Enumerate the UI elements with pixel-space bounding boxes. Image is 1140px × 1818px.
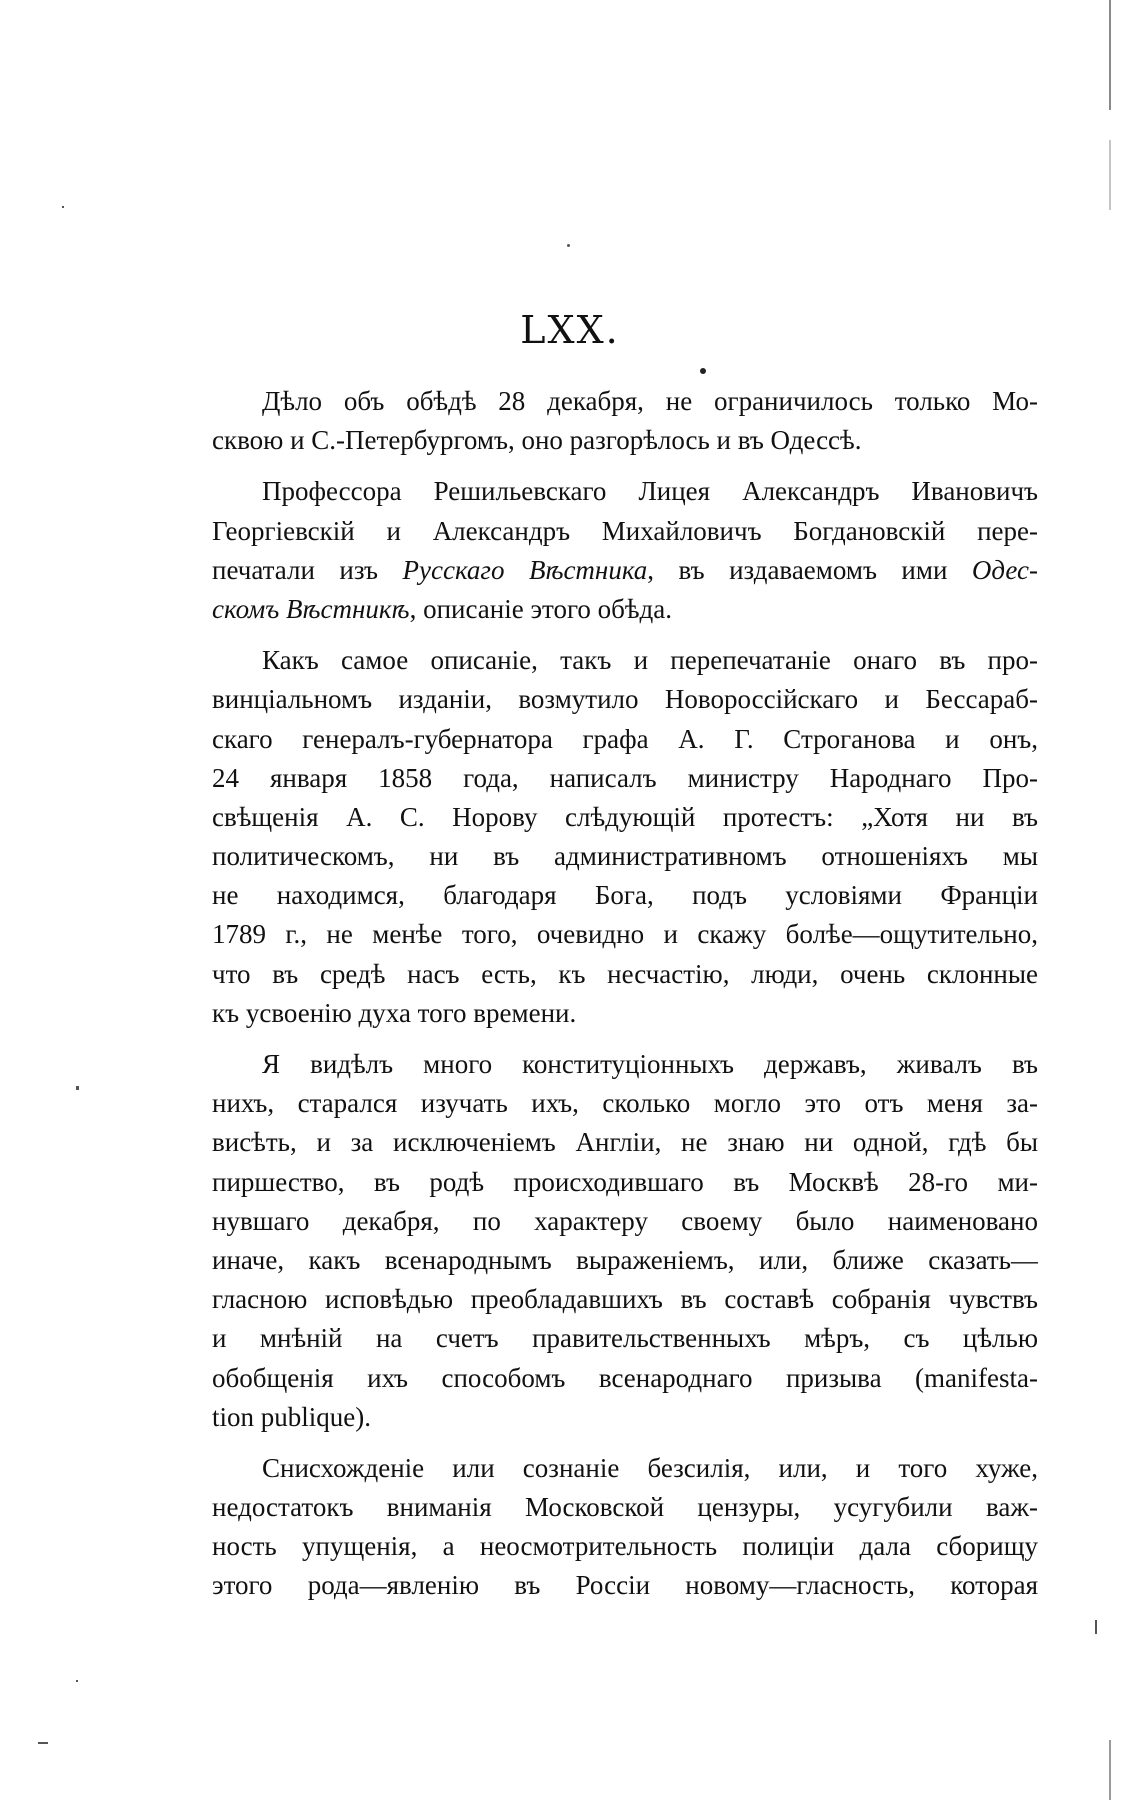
scan-speck — [567, 244, 570, 247]
text-line: Профессора Решильевскаго Лицея Александръ Ивановичъ — [262, 476, 1038, 507]
text-line: Дѣло объ обѣдѣ 28 декабря, не ограничилось только Мо- — [262, 386, 1038, 416]
text-line: ность упущенія, а неосмотрительность полиціи дала сборищу — [212, 1531, 1038, 1562]
text-line: обобщенія ихъ способомъ всенароднаго призыва (manifesta- — [212, 1362, 1038, 1393]
text-fragment: , въ издаваемомъ ими — [647, 554, 948, 585]
scan-speck — [38, 1742, 48, 1744]
text-fragment: печатали изъ — [212, 554, 379, 585]
text-line: этого рода—явленію въ Россіи новому—гласность, которая — [212, 1570, 1038, 1601]
body-text — [212, 382, 1038, 1606]
text-line: Какъ самое описаніе, такъ и перепечатаніе онаго въ про- — [262, 645, 1038, 676]
text-line: Я видѣлъ много конституціонныхъ державъ, живалъ въ — [262, 1049, 1038, 1079]
paragraph-2 — [212, 472, 1038, 629]
text-line: tion publique). — [212, 1401, 371, 1432]
text-line: къ усвоенію духа того времени. — [212, 997, 577, 1028]
paragraph-4 — [212, 1045, 1038, 1437]
text-line: иначе, какъ всенароднымъ выраженіемъ, или, ближе сказать— — [212, 1244, 1038, 1275]
text-line: нихъ, старался изучать ихъ, сколько могло это отъ меня за- — [212, 1088, 1038, 1119]
text-line — [212, 590, 1038, 629]
text-line: скаго генералъ-губернатора графа А. Г. Строганова и онъ, — [212, 723, 1038, 754]
text-line: нувшаго декабря, по характеру своему было наименовано — [212, 1205, 1038, 1236]
scan-speck — [62, 206, 64, 208]
text-line: пиршество, въ родѣ происходившаго въ Москвѣ 28-го ми- — [212, 1166, 1038, 1197]
page-edge-shadow — [1109, 140, 1111, 210]
text-line: 24 января 1858 года, написалъ министру Народнаго Про- — [212, 762, 1038, 793]
text-line: политическомъ, ни въ административномъ отношеніяхъ мы — [212, 841, 1038, 872]
text-line — [212, 551, 1038, 590]
scan-speck — [700, 368, 706, 374]
scan-speck — [76, 1680, 78, 1682]
page-edge-shadow — [1109, 0, 1111, 110]
text-line: свѣщенія А. С. Норову слѣдующій протестъ: „Хотя ни въ — [212, 801, 1038, 832]
paragraph-5 — [212, 1449, 1038, 1606]
text-line: 1789 г., не менѣе того, очевидно и скажу болѣе—ощутительно, — [212, 919, 1038, 950]
journal-title-russkiy-vestnik: Русскаго Вѣстника — [402, 554, 648, 585]
journal-title-odesskiy-vestnik: скомъ Вѣстникѣ — [212, 593, 410, 624]
text-line: сквою и С.-Петербургомъ, оно разгорѣлось и въ Одессѣ. — [212, 425, 862, 456]
journal-title-odesskiy-vestnik: Одес- — [971, 554, 1038, 585]
text-line: и мнѣній на счетъ правительственныхъ мѣръ, съ цѣлью — [212, 1323, 1038, 1354]
text-line: недостатокъ вниманія Московской цензуры, усугубили важ- — [212, 1492, 1038, 1523]
text-line: висѣть, и за исключеніемъ Англіи, не знаю ни одной, гдѣ бы — [212, 1127, 1038, 1158]
text-line: Снисхожденіе или сознаніе безсилія, или, и того хуже, — [262, 1452, 1038, 1483]
scan-speck — [1095, 1620, 1097, 1634]
text-line: не находимся, благодаря Бога, подъ условіями Франціи — [212, 880, 1038, 911]
scan-speck — [76, 1086, 79, 1090]
paragraph-3 — [212, 641, 1038, 1033]
chapter-number: LXX. — [520, 308, 620, 352]
paragraph-1 — [212, 382, 1038, 460]
text-line: винціальномъ изданіи, возмутило Новороссійскаго и Бессараб- — [212, 684, 1038, 715]
text-fragment: , описаніе этого обѣда. — [409, 593, 673, 624]
page-edge-shadow — [1109, 1740, 1111, 1800]
text-line: что въ средѣ насъ есть, къ несчастію, люди, очень склонные — [212, 958, 1038, 989]
text-line: Георгіевскій и Александръ Михайловичъ Богдановскій пере- — [212, 515, 1038, 546]
text-line: гласною исповѣдью преобладавшихъ въ составѣ собранія чувствъ — [212, 1284, 1038, 1315]
